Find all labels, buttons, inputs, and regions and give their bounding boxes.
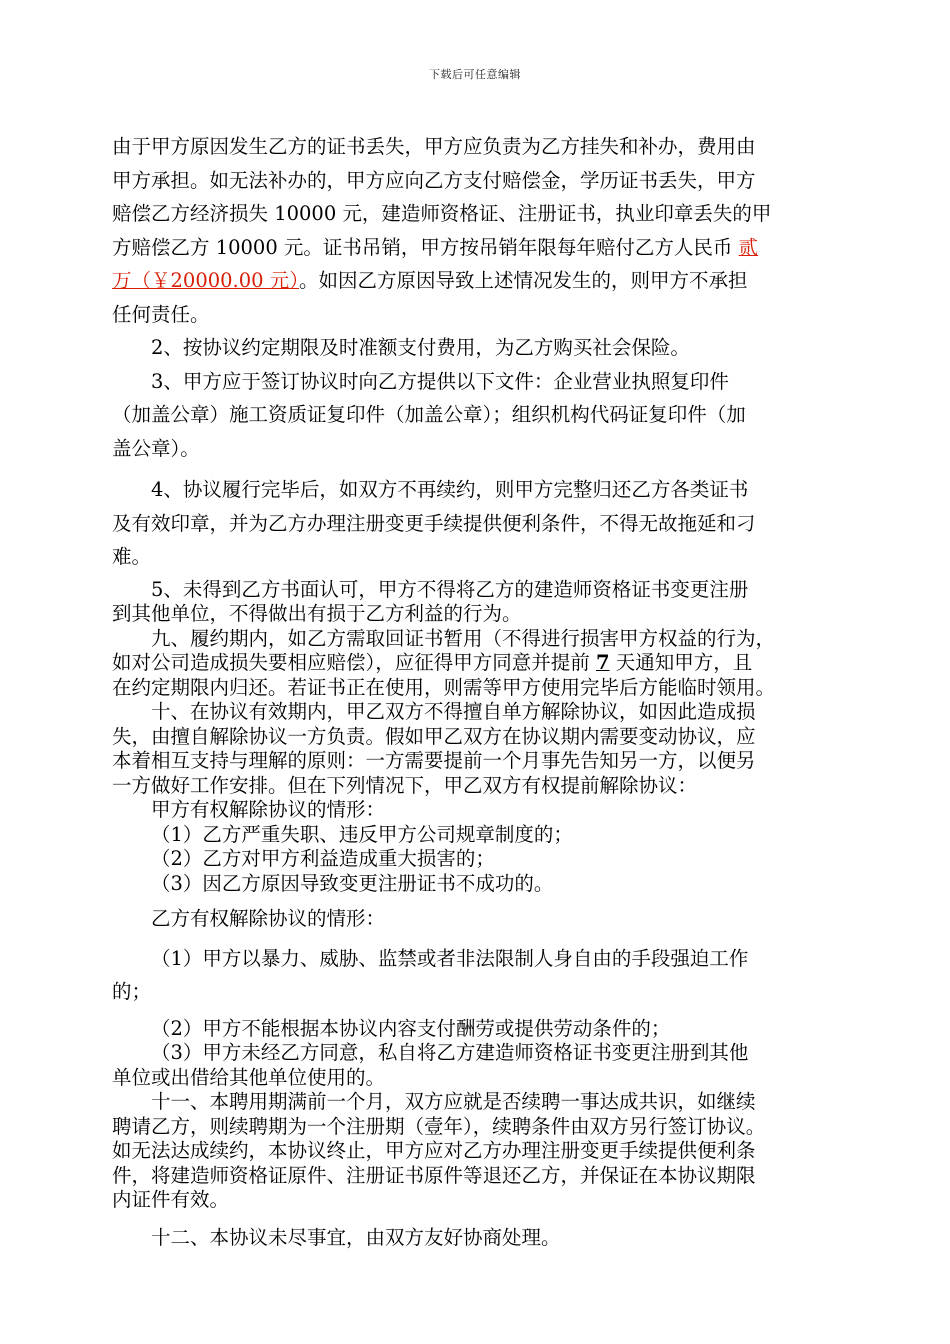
text-line: 一方做好工作安排。但在下列情况下，甲乙双方有权提前解除协议：	[112, 773, 698, 797]
text-line: 甲方承担。如无法补办的，甲方应向乙方支付赔偿金，学历证书丢失，甲方	[112, 168, 756, 192]
party-b-termination	[112, 902, 852, 1090]
text-line: 由于甲方原因发生乙方的证书丢失，甲方应负责为乙方挂失和补办，费用由	[112, 135, 756, 158]
party-a-termination	[112, 798, 852, 896]
text-line	[112, 231, 852, 265]
text-line: 在约定期限内归还。若证书正在使用，则需等甲方使用完毕后方能临时领用。	[112, 675, 776, 699]
text-line: 如无法达成续约，本协议终止，甲方应对乙方办理注册变更手续提供便利条	[112, 1139, 756, 1162]
item-3	[112, 365, 852, 466]
text-line: （加盖公章）施工资质证复印件（加盖公章）；组织机构代码证复印件（加	[112, 403, 746, 426]
clause-9	[112, 627, 852, 701]
text-line: 盖公章）。	[112, 436, 200, 460]
item-4	[112, 473, 852, 574]
text-line: 九、履约期内，如乙方需取回证书暂用（不得进行损害甲方权益的行为，	[151, 626, 776, 650]
paragraph-certificate-loss	[112, 130, 852, 331]
compensation-amount-red: 万（￥20000.00 元）	[112, 269, 299, 292]
clause-10	[112, 700, 852, 798]
list-item: （1）甲方以暴力、威胁、监禁或者非法限制人身自由的手段强迫工作	[151, 946, 749, 970]
text-line: 本着相互支持与理解的原则：一方需要提前一个月事先告知另一方，以便另	[112, 749, 756, 772]
text-line: 任何责任。	[112, 302, 210, 326]
list-item-continued: 单位或出借给其他单位使用的。	[112, 1065, 386, 1089]
text-line	[112, 651, 852, 676]
list-item: （1）乙方严重失职、违反甲方公司规章制度的；	[151, 822, 573, 846]
text-segment: 如对公司造成损失要相应赔偿），应征得甲方同意并提前	[112, 651, 596, 674]
text-segment: 天通知甲方，且	[609, 651, 753, 674]
text-line: 到其他单位，不得做出有损于乙方利益的行为。	[112, 602, 522, 625]
text-segment: 。如因乙方原因导致上述情况发生的，则甲方不承担	[299, 269, 748, 292]
clause-12: 十二、本协议未尽事宜，由双方友好协商处理。	[151, 1225, 561, 1249]
page-header: 下载后可任意编辑	[429, 68, 521, 81]
text-line: 及有效印章，并为乙方办理注册变更手续提供便利条件，不得无故拖延和刁	[112, 511, 756, 535]
text-line: 失，由擅自解除协议一方负责。假如甲乙双方在协议期内需要变动协议，应	[112, 724, 756, 748]
list-item: （3）因乙方原因导致变更注册证书不成功的。	[151, 871, 554, 895]
text-line: 十一、本聘用期满前一个月，双方应就是否续聘一事达成共识，如继续	[151, 1090, 756, 1113]
text-line: 难。	[112, 545, 152, 568]
text-line: 5、未得到乙方书面认可，甲方不得将乙方的建造师资格证书变更注册	[151, 577, 749, 601]
list-item: （2）甲方不能根据本协议内容支付酬劳或提供劳动条件的；	[151, 1016, 671, 1040]
text-line: 4、协议履行完毕后，如双方不再续约，则甲方完整归还乙方各类证书	[151, 478, 749, 501]
text-line: 聘请乙方，则续聘期为一个注册期（壹年），续聘条件由双方另行签订协议。	[112, 1114, 766, 1138]
notice-days: 7	[595, 651, 610, 674]
list-item-continued: 的；	[112, 980, 152, 1003]
list-item: （3）甲方未经乙方同意，私自将乙方建造师资格证书变更注册到其他	[151, 1041, 749, 1064]
text-line: 十、在协议有效期内，甲乙双方不得擅自单方解除协议，如因此造成损	[151, 700, 756, 723]
text-line: 内证件有效。	[112, 1188, 230, 1211]
text-line: 赔偿乙方经济损失 10000 元，建造师资格证、注册证书，执业印章丢失的甲	[112, 202, 772, 225]
text-segment: 方赔偿乙方 10000 元。证书吊销，甲方按吊销年限每年赔付乙方人民币	[112, 235, 739, 259]
list-item: （2）乙方对甲方利益造成重大损害的；	[151, 847, 495, 870]
item-5	[112, 578, 852, 627]
text-line: 3、甲方应于签订协议时向乙方提供以下文件：企业营业执照复印件	[151, 369, 729, 393]
text-line: 件，将建造师资格证原件、注册证书原件等退还乙方，并保证在本协议期限	[112, 1163, 756, 1187]
section-title: 乙方有权解除协议的情形：	[151, 907, 386, 930]
document-body	[112, 130, 852, 1254]
text-line	[112, 264, 852, 298]
clause-11	[112, 1090, 852, 1213]
compensation-amount-red: 贰	[738, 235, 759, 259]
item-2: 2、按协议约定期限及时准额支付费用，为乙方购买社会保险。	[151, 336, 690, 359]
section-title: 甲方有权解除协议的情形：	[151, 798, 386, 821]
